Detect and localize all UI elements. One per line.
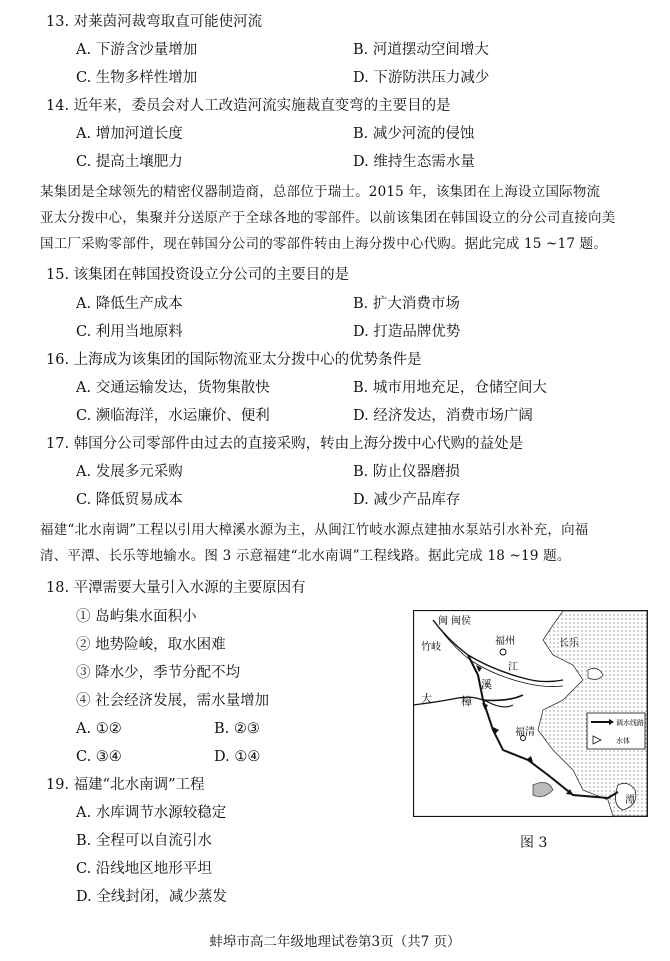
q17-option-d: D. 减少产品库存 xyxy=(353,492,461,508)
q19-option-c: C. 沿线地区地形平坦 xyxy=(76,861,212,877)
q16-stem: 16. 上海成为该集团的国际物流亚太分拨中心的优势条件是 xyxy=(46,352,422,368)
passage-line: 某集团是全球领先的精密仪器制造商，总部位于瑞士。2015 年，该集团在上海设立国际物流 xyxy=(40,184,601,200)
label-xi: 溪 xyxy=(481,678,492,691)
legend-water-label: 水体 xyxy=(616,737,630,745)
q13-option-c: C. 生物多样性增加 xyxy=(76,70,198,86)
q19-option-d: D. 全线封闭，减少蒸发 xyxy=(76,889,227,905)
q18-statement-4: ④ 社会经济发展，需水量增加 xyxy=(76,693,270,709)
label-fuzhou: 福州 xyxy=(495,636,515,647)
q15-option-a: A. 降低生产成本 xyxy=(76,296,183,312)
q19-option-a: A. 水库调节水源较稳定 xyxy=(76,805,227,821)
label-zhuqi: 竹岐 xyxy=(421,642,441,653)
label-jiang: 江 xyxy=(508,662,518,673)
q19-option-b: B. 全程可以自流引水 xyxy=(76,833,212,849)
q16-option-c: C. 濒临海洋，水运廉价、便利 xyxy=(76,408,270,424)
passage-line: 国工厂采购零部件，现在韩国分公司的零部件转由上海分拨中心代购。据此完成 15 ~17 题。 xyxy=(40,236,608,252)
passage-15-17 xyxy=(40,179,652,257)
passage-line: 清、平潭、长乐等地输水。图 3 示意福建“北水南调”工程线路。据此完成 18 ~19 题。 xyxy=(40,548,571,564)
label-min: 闽 xyxy=(438,616,448,627)
q17-option-b: B. 防止仪器磨损 xyxy=(353,464,460,480)
q18-option-c: C. ③④ xyxy=(76,749,122,765)
q14-stem: 14. 近年来，委员会对人工改造河流实施裁直变弯的主要目的是 xyxy=(46,98,451,114)
passage-18-19 xyxy=(40,517,652,569)
q16-option-a: A. 交通运输发达，货物集散快 xyxy=(76,380,270,396)
label-minhou: 闽侯 xyxy=(451,616,471,627)
label-zhang: 樟 xyxy=(461,695,472,708)
label-da: 大 xyxy=(421,692,432,705)
page-footer: 蚌埠市高二年级地理试卷第3页（共7 页） xyxy=(209,934,461,950)
q14-option-c: C. 提高土壤肥力 xyxy=(76,154,183,170)
q17-option-c: C. 降低贸易成本 xyxy=(76,492,183,508)
figure-caption: 图 3 xyxy=(520,835,548,851)
figure-3-map xyxy=(413,610,648,817)
q18-option-a: A. ①② xyxy=(76,721,122,737)
q15-option-d: D. 打造品牌优势 xyxy=(353,324,461,340)
map-legend xyxy=(587,713,645,749)
label-tan: 潭 xyxy=(625,795,635,806)
q14-option-d: D. 维持生态需水量 xyxy=(353,154,475,170)
label-fuqing: 福清 xyxy=(515,727,535,738)
q17-option-a: A. 发展多元采购 xyxy=(76,464,183,480)
q13-option-d: D. 下游防洪压力减少 xyxy=(353,70,490,86)
q13-option-b: B. 河道摆动空间增大 xyxy=(353,42,489,58)
q16-option-d: D. 经济发达，消费市场广阔 xyxy=(353,408,533,424)
q18-stem: 18. 平潭需要大量引入水源的主要原因有 xyxy=(46,580,306,596)
q13-stem: 13. 对莱茵河裁弯取直可能使河流 xyxy=(46,14,263,30)
fuzhou-marker xyxy=(500,649,506,655)
q19-stem: 19. 福建“北水南调”工程 xyxy=(46,777,205,793)
label-changle: 长乐 xyxy=(559,638,579,649)
q13-option-a: A. 下游含沙量增加 xyxy=(76,42,198,58)
q15-option-b: B. 扩大消费市场 xyxy=(353,296,460,312)
q18-option-d: D. ①④ xyxy=(214,749,261,765)
q15-option-c: C. 利用当地原料 xyxy=(76,324,183,340)
legend-route-label: 调水线路 xyxy=(616,719,644,727)
passage-line: 亚太分拨中心，集聚并分送原产于全球各地的零部件。以前该集团在韩国设立的分公司直接向美 xyxy=(40,210,616,226)
passage-line: 福建“北水南调”工程以引用大樟溪水源为主，从闽江竹岐水源点建抽水泵站引水补充，向福 xyxy=(40,522,589,538)
q18-statement-1: ① 岛屿集水面积小 xyxy=(76,609,197,625)
q14-option-a: A. 增加河道长度 xyxy=(76,126,183,142)
q18-statement-2: ② 地势险峻，取水困难 xyxy=(76,637,226,653)
q18-statement-3: ③ 降水少，季节分配不均 xyxy=(76,665,241,681)
q16-option-b: B. 城市用地充足，仓储空间大 xyxy=(353,380,547,396)
q18-option-b: B. ②③ xyxy=(214,721,260,737)
q15-stem: 15. 该集团在韩国投资设立分公司的主要目的是 xyxy=(46,267,350,283)
q17-stem: 17. 韩国分公司零部件由过去的直接采购，转由上海分拨中心代购的益处是 xyxy=(46,436,524,452)
q14-option-b: B. 减少河流的侵蚀 xyxy=(353,126,475,142)
